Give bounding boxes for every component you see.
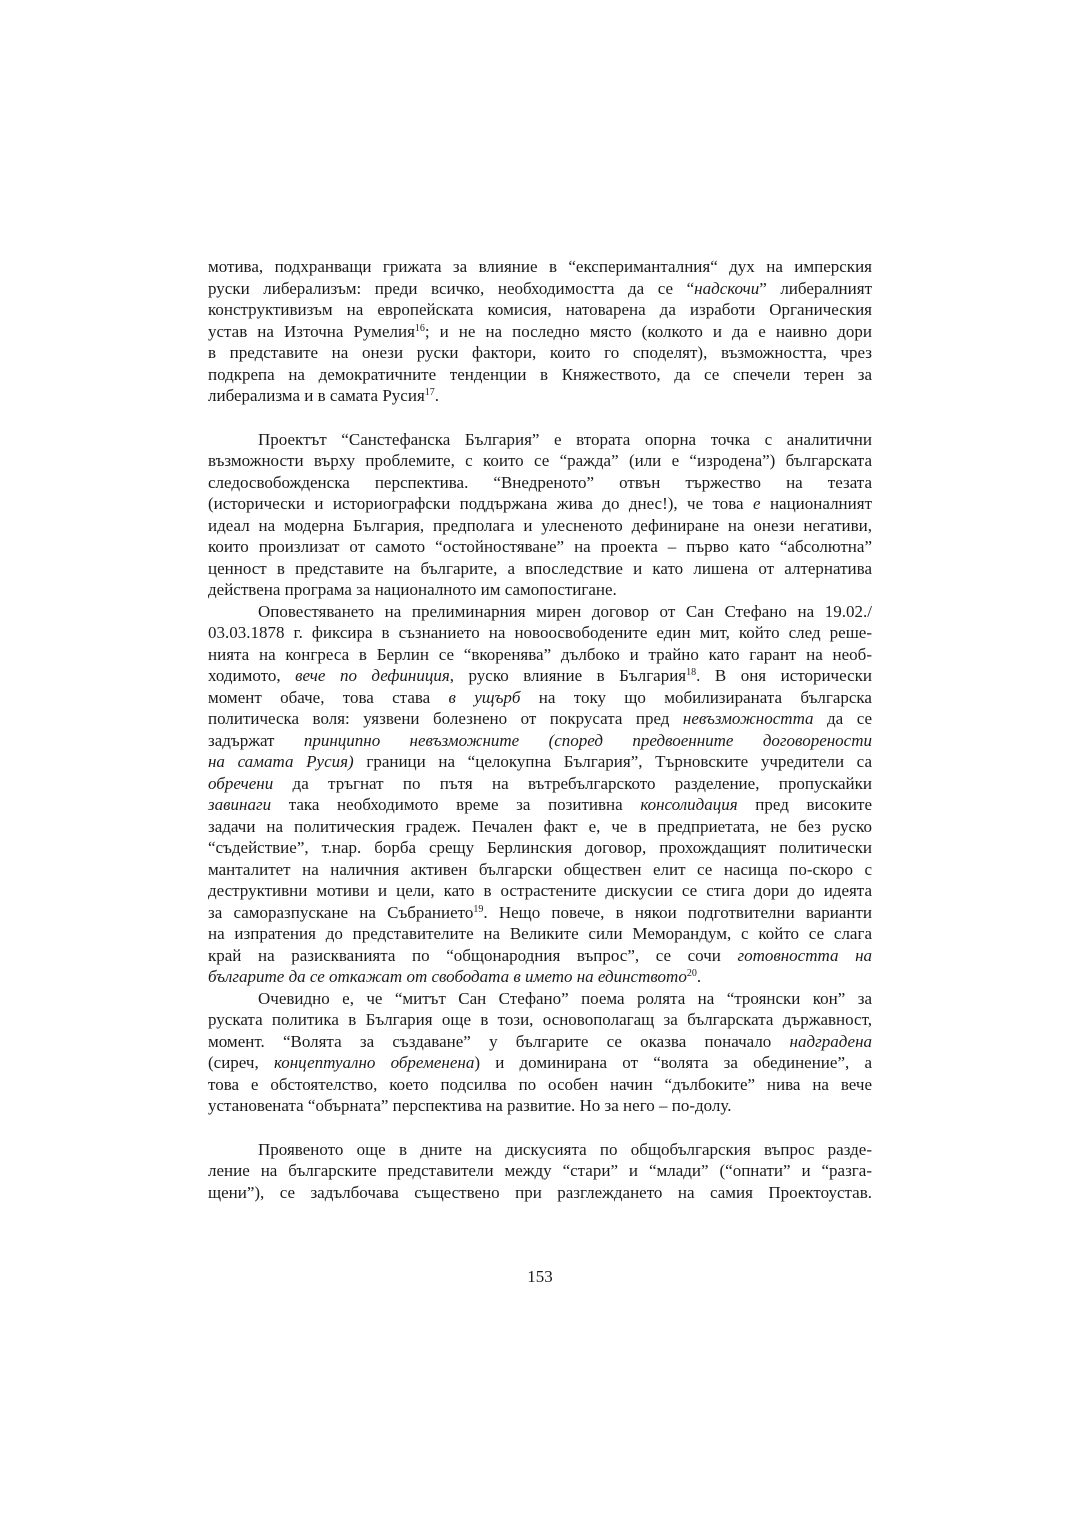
text-run: възможности върху проблемите, с които се “ражда” (или е “изродена”) българската [208, 451, 872, 470]
text-run: установената “обърната” перспектива на развитие. Но за него – по-долу. [208, 1096, 732, 1115]
text-run: ходимото, [208, 666, 296, 685]
italic-text: обречени [208, 773, 274, 793]
text-line [208, 493, 872, 515]
text-line [208, 364, 872, 386]
text-line [208, 644, 872, 666]
text-run: руската политика в България още в този, основополагащ за българската държавност, [208, 1010, 872, 1029]
text-run: да се [813, 709, 872, 728]
paragraph-gap [208, 407, 872, 429]
italic-text: е [753, 494, 761, 513]
text-line [208, 945, 872, 967]
text-run: граници на “целокупна България”, Търновските учредители са [353, 752, 872, 771]
text-line [208, 730, 872, 752]
paragraph [208, 601, 872, 988]
text-run: ценност в представите на българите, а впоследствие и като лишена от алтернатива [208, 558, 872, 578]
text-run: задачи на политическия градеж. Печален факт е, че в предприетата, не без руско [208, 816, 872, 836]
text-run: либерализма и в самата Русия [208, 386, 425, 405]
text-line [208, 816, 872, 838]
page-body-text [208, 256, 872, 1203]
text-run: руски либерализъм: преди всичко, необходимостта да се “ [208, 278, 695, 298]
italic-text: българите да се откажат от свободата в името на единството [208, 967, 687, 986]
text-line [208, 902, 872, 924]
text-line [208, 579, 872, 601]
text-line [208, 1182, 872, 1204]
text-line [208, 966, 872, 988]
text-line [208, 923, 872, 945]
text-run: щени”), се задълбочава съществено при разглеждането на самия Проектоустав. [208, 1182, 872, 1202]
paragraph [208, 1139, 872, 1204]
italic-text: в ущърб [448, 687, 521, 707]
text-line [208, 385, 872, 407]
text-run: ление на българските представители между “стари” и “млади” (“опнати” и “разга- [208, 1161, 872, 1180]
text-run: край на разискванията по “общонародния въпрос”, се сочи [208, 945, 738, 965]
paragraph-gap [208, 1117, 872, 1139]
text-run: следосвобожденска перспектива. “Внедреното” отвън тържество на тезата [208, 472, 872, 492]
text-line [208, 536, 872, 558]
text-run: . [434, 386, 440, 405]
text-run: манталитет на наличния активен български обществен елит се насища по-скоро с [208, 859, 872, 879]
text-line [208, 687, 872, 709]
text-line [208, 256, 872, 278]
text-line [208, 773, 872, 795]
text-line [208, 837, 872, 859]
text-run: действена програма за националното им самопостигане. [208, 580, 617, 599]
footnote-ref: 17 [424, 387, 435, 398]
text-run: подкрепа на демократичните тенденции в Княжеството, да се спечели терен за [208, 364, 872, 384]
text-run: задържат [208, 730, 304, 750]
italic-text: надскочи [694, 278, 760, 298]
text-run: така необходимото време за позитивна [271, 795, 641, 814]
italic-text: невъзможността [682, 709, 814, 728]
text-line [208, 450, 872, 472]
text-line [208, 515, 872, 537]
text-line [208, 880, 872, 902]
text-run: мотива, подхранващи грижата за влияние в “експериманталния“ дух на имперския [208, 257, 872, 276]
text-line [208, 751, 872, 773]
paragraph [208, 429, 872, 601]
italic-text: принципно невъзможните (според предвоенните договорености [303, 730, 873, 750]
text-run: . В оня исторически [696, 666, 872, 685]
text-line [208, 1031, 872, 1053]
text-run: устав на Източна Румелия [208, 321, 415, 341]
text-line [208, 1052, 872, 1074]
text-run: в представите на онези руски фактори, които го споделят), възможността, чрез [208, 343, 872, 362]
text-run: на изпратения до представителите на Великите сили Меморандум, с който се слага [208, 924, 872, 943]
text-run: деструктивни мотиви и цели, като в острастените дискусии се стига дори до идеята [208, 881, 872, 900]
text-run: ” либералният [759, 278, 872, 298]
paragraph [208, 256, 872, 407]
text-line [208, 1139, 872, 1161]
text-run: (исторически и историографски поддържана жива до днес!), че това [208, 494, 753, 513]
italic-text: на самата Русия) [208, 752, 354, 771]
text-run: ; и не на последно място (колкото и да е наивно дори [424, 321, 872, 341]
text-run: да тръгнат по пътя на вътребългарското разделение, пропускайки [273, 773, 872, 793]
text-run: нията на конгреса в Берлин се “вкоренява” дълбоко и трайно като гарант на необ- [208, 644, 872, 664]
text-run: 03.03.1878 г. фиксира в съзнанието на новоосвободените един мит, който след реше- [208, 623, 872, 642]
text-line [208, 794, 872, 816]
text-line [208, 299, 872, 321]
text-line [208, 665, 872, 687]
text-line [208, 472, 872, 494]
text-run: идеал на модерна България, предполага и улесненото дефиниране на онези негативи, [208, 515, 872, 535]
footnote-ref: 18 [686, 667, 697, 678]
text-line [208, 622, 872, 644]
page-number: 153 [527, 1267, 553, 1286]
text-line [208, 1160, 872, 1182]
text-line [208, 1074, 872, 1096]
text-run: Очевидно е, че “митът Сан Стефано” поема ролята на “троянски кон” за [258, 988, 872, 1008]
text-run: политическа воля: уязвени болезнено от покрусата пред [208, 709, 683, 728]
text-run: момент обаче, това става [208, 687, 449, 707]
italic-text: готовността на [737, 945, 873, 965]
text-run: пред високите [737, 795, 872, 814]
text-run: които произлизат от самото “остойностяване” на проекта – първо като “абсолютна” [208, 537, 872, 556]
text-run: Проявеното още в дните на дискусията по общобългарския въпрос разде- [258, 1139, 872, 1159]
text-run: националният [760, 494, 872, 513]
italic-text: завинаги [208, 795, 272, 814]
text-run: . Нещо повече, в някои подготвителни варианти [483, 902, 873, 922]
text-line [208, 558, 872, 580]
text-run: момент. “Волята за създаване” у българите се оказва поначало [208, 1031, 790, 1051]
text-line [208, 708, 872, 730]
text-run: конструктивизъм на европейската комисия, натоварена да изработи Органическия [208, 300, 872, 319]
text-run: това е обстоятелство, което подсилва по особен начин “дълбоките” нива на вече [208, 1074, 872, 1094]
italic-text: надградена [789, 1031, 872, 1051]
footnote-ref: 19 [473, 903, 484, 915]
text-line [208, 1095, 872, 1117]
text-run: (сиреч, [208, 1053, 274, 1072]
text-run: Проектът “Санстефанска България” е втората опорна точка с аналитични [258, 429, 872, 449]
text-run: . [696, 967, 702, 986]
text-run: ) и доминирана от “волята за обединение”, а [474, 1053, 872, 1072]
footnote-ref: 16 [414, 322, 425, 334]
text-run: за саморазпускане на Събранието [208, 902, 474, 922]
paragraph [208, 988, 872, 1117]
text-line [208, 321, 872, 343]
text-line [208, 1009, 872, 1031]
text-line [208, 859, 872, 881]
footnote-ref: 20 [686, 968, 697, 979]
text-run: Оповестяването на прелиминарния мирен договор от Сан Стефано на 19.02./ [258, 601, 872, 621]
text-line [208, 988, 872, 1010]
text-line [208, 429, 872, 451]
text-line [208, 601, 872, 623]
text-line [208, 278, 872, 300]
text-run: “съдействие”, т.нар. борба срещу Берлинския договор, прохождащият политически [208, 838, 872, 857]
italic-text: консолидация [640, 795, 738, 814]
italic-text: вече по дефиниция [295, 666, 450, 685]
text-run: , руско влияние в България [449, 666, 687, 685]
italic-text: концептуално обременена [273, 1053, 475, 1072]
text-run: на току що мобилизираната българска [520, 687, 872, 707]
text-line [208, 342, 872, 364]
